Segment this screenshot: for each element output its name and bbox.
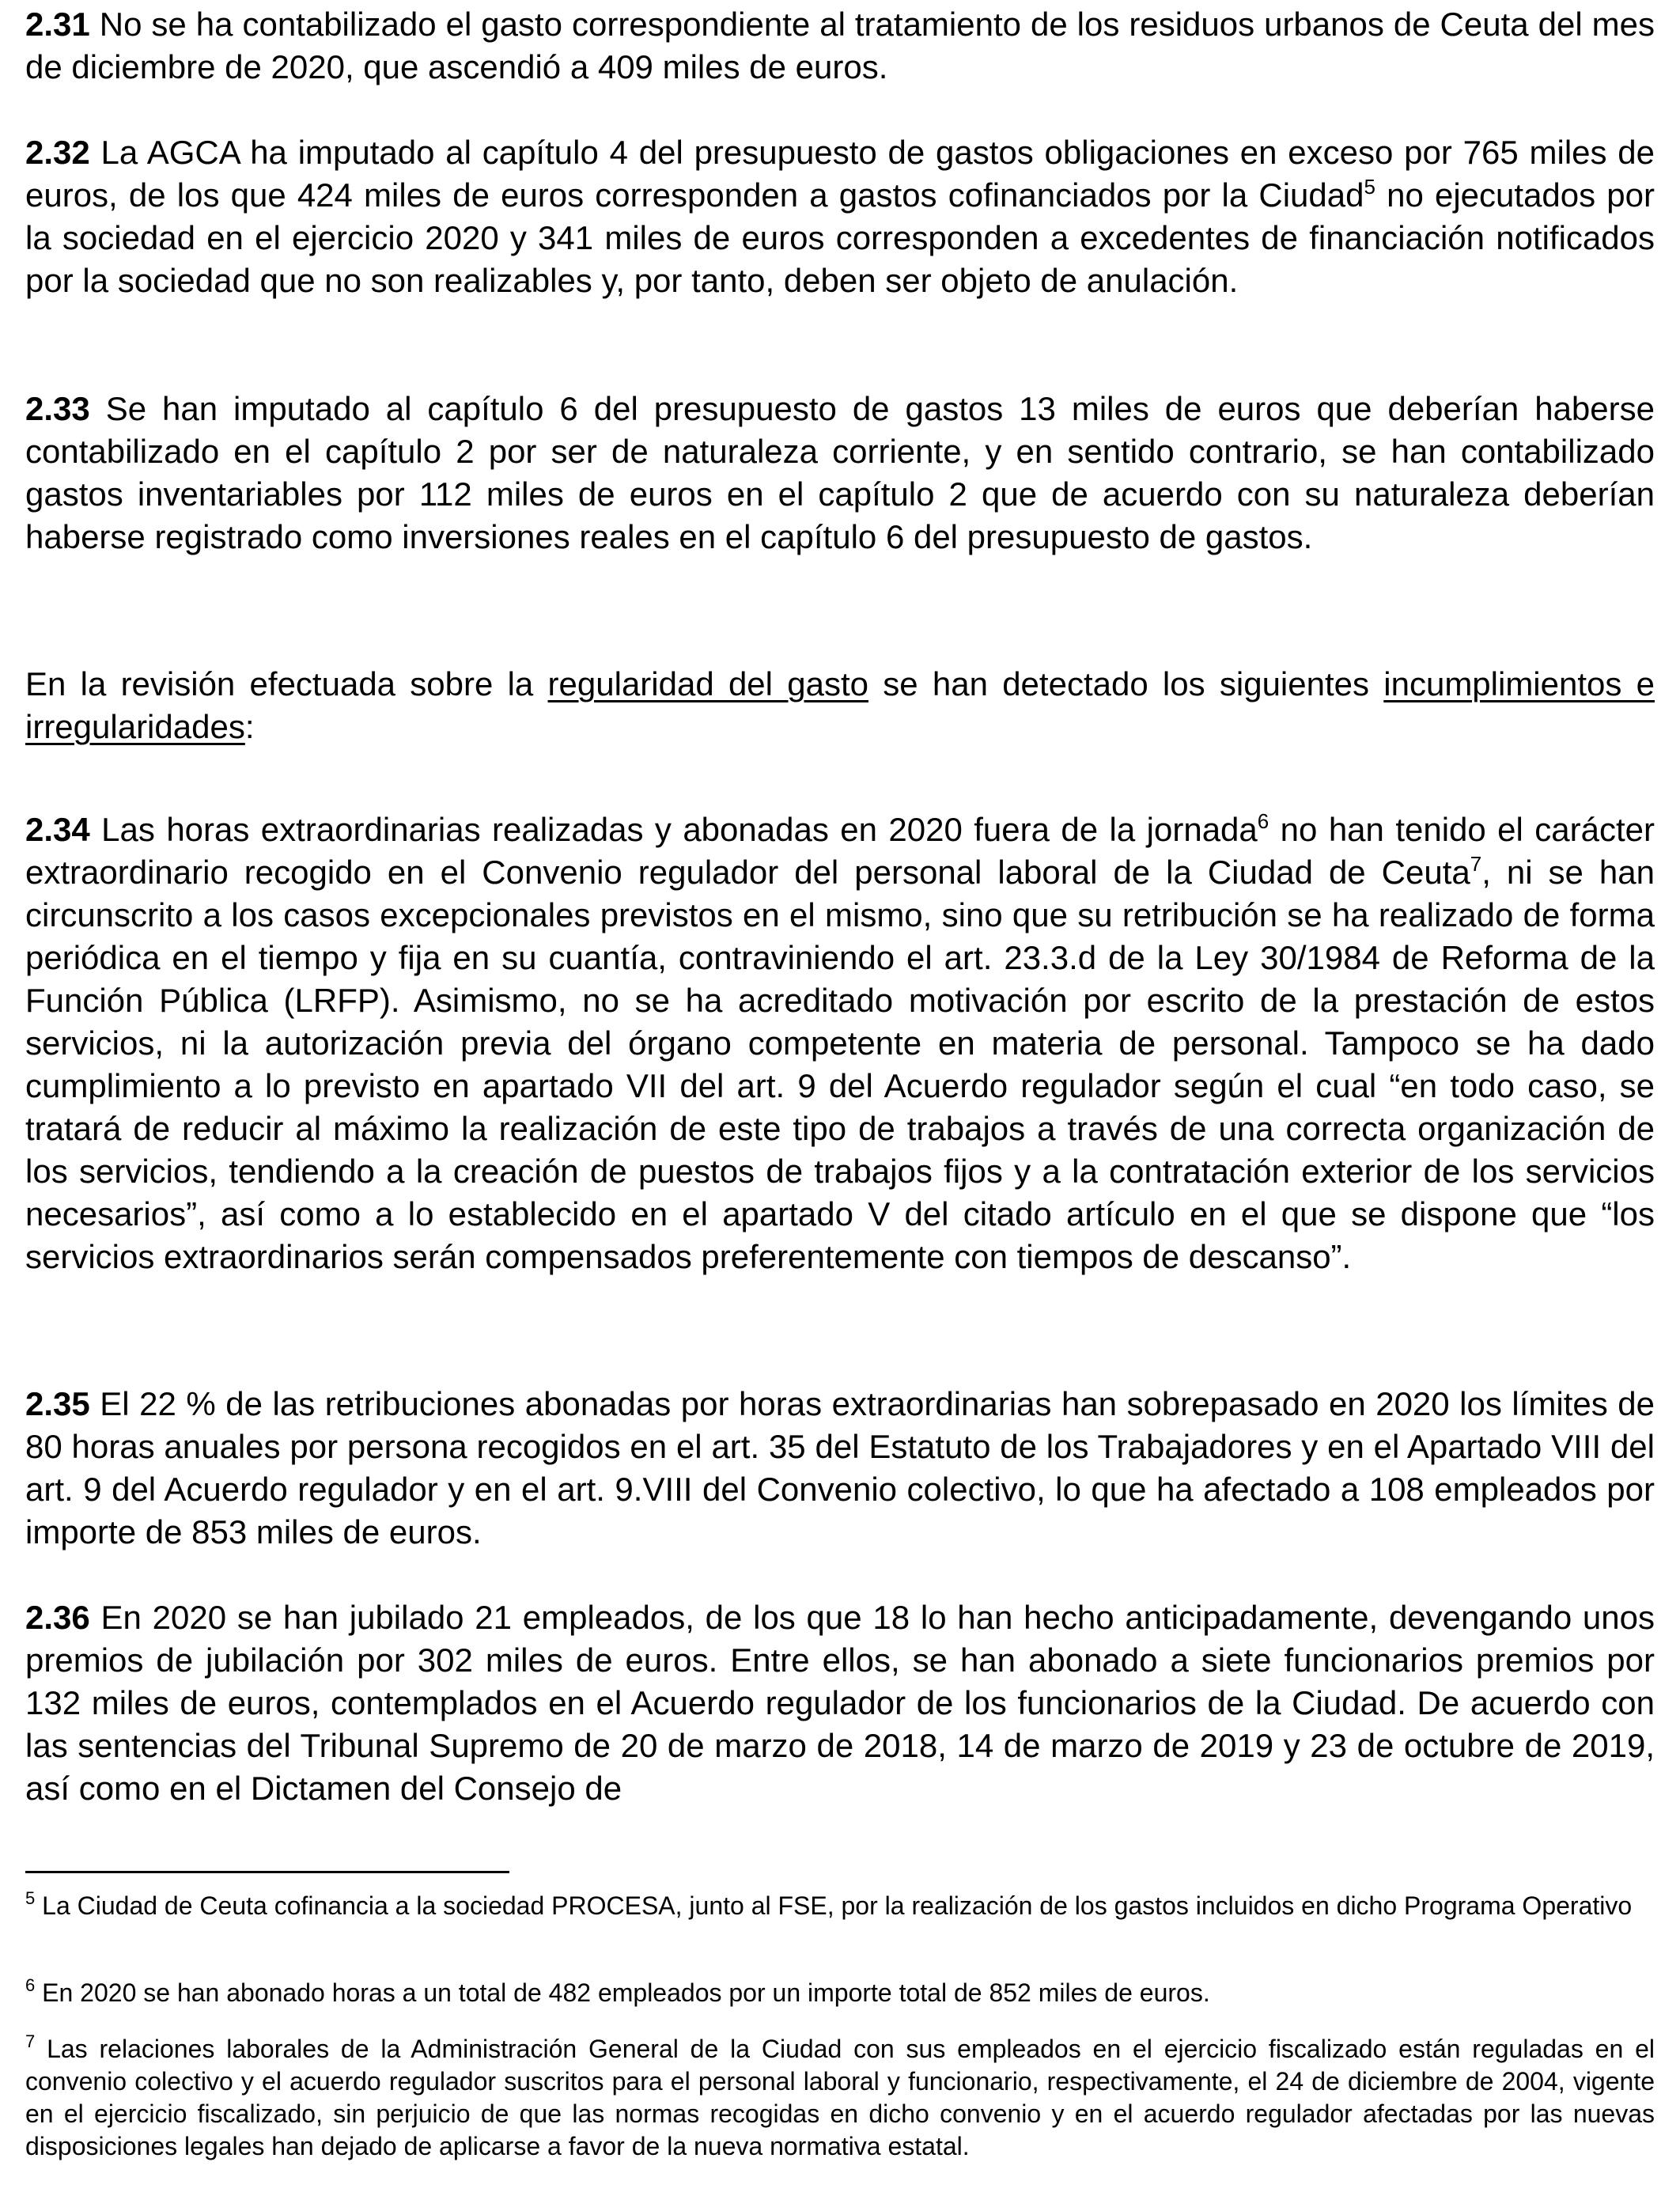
- paragraph-2-32: [25, 131, 1655, 302]
- paragraph-text: se han detectado los siguientes: [868, 665, 1384, 702]
- paragraph-text: :: [244, 708, 255, 745]
- document-page: [25, 0, 1655, 2196]
- paragraph-text: Las horas extraordinarias realizadas y abonadas en 2020 fuera de la jornada: [89, 811, 1258, 848]
- paragraph-number: 2.33: [25, 390, 90, 427]
- paragraph-text: La AGCA ha imputado al capítulo 4 del presupuesto de gastos obligaciones en exceso por 765 miles de euros, de los que 424 miles de euros corresponden a gastos cofinanciados por la Ciudad: [25, 134, 1655, 214]
- footnote-separator: [25, 1871, 509, 1873]
- footnote-7: [25, 2033, 1655, 2163]
- paragraph-text: no han tenido el carácter extraordinario recogido en el Convenio regulador del personal laboral de la Ciudad de Ceuta: [25, 811, 1655, 891]
- footnote-ref-6[interactable]: 6: [1257, 809, 1269, 833]
- paragraph-number: 2.36: [25, 1599, 90, 1636]
- paragraph-text: En la revisión efectuada sobre la: [25, 665, 548, 702]
- footnote-text: En 2020 se han abonado horas a un total de 482 empleados por un importe total de 852 miles de euros.: [35, 1978, 1210, 2007]
- paragraph-number: 2.31: [25, 6, 90, 43]
- footnote-5: [25, 1890, 1655, 1922]
- paragraph-text: Se han imputado al capítulo 6 del presupuesto de gastos 13 miles de euros que deberían haberse contabilizado en el capítulo 2 por ser de naturaleza corriente, y en sentido contrario, se han contabilizado gastos inventariables por 112 miles de euros en el capítulo 2 que de acuerdo con su naturaleza deberían haberse registrado como inversiones reales en el capítulo 6 del presupuesto de gastos.: [25, 390, 1655, 555]
- paragraph-text: En 2020 se han jubilado 21 empleados, de los que 18 lo han hecho anticipadamente, devengando unos premios de jubilación por 302 miles de euros. Entre ellos, se han abonado a siete funcionarios premios por 132 miles de euros, contemplados en el Acuerdo regulador de los funcionarios de la Ciudad. De acuerdo con las sentencias del Tribunal Supremo de 20 de marzo de 2018, 14 de marzo de 2019 y 23 de octubre de 2019, así como en el Dictamen del Consejo de: [25, 1599, 1655, 1807]
- footnote-text: Las relaciones laborales de la Administración General de la Ciudad con sus empleados en el ejercicio fiscalizado están reguladas en el convenio colectivo y el acuerdo regulador suscritos para el personal laboral y funcionario, respectivamente, el 24 de diciembre de 2004, vigente en el ejercicio fiscalizado, sin perjuicio de que las normas recogidas en dicho convenio y en el acuerdo regulador afectadas por las nuevas disposiciones legales han dejado de aplicarse a favor de la nueva normativa estatal.: [25, 2035, 1655, 2160]
- footnote-ref-7[interactable]: 7: [1470, 852, 1482, 876]
- underlined-term: incumplimientos e irregularidades: [25, 665, 1655, 745]
- footnote-marker: 7: [25, 2031, 36, 2051]
- underlined-term: regularidad del gasto: [547, 665, 868, 702]
- paragraph-2-35: [25, 1383, 1655, 1554]
- paragraph-number: 2.32: [25, 134, 90, 171]
- footnote-6: [25, 1977, 1655, 2009]
- paragraph-2-31: [25, 3, 1655, 89]
- paragraph-text: , ni se han circunscrito a los casos excepcionales previstos en el mismo, sino que su retribución se ha realizado de forma periódica en el tiempo y fija en su cuantía, contraviniendo el art. 23.3.d de la Ley 30/1984 de Reforma de la Función Pública (LRFP). Asimismo, no se ha acreditado motivación por escrito de la prestación de estos servicios, ni la autorización previa del órgano competente en materia de personal. Tampoco se ha dado cumplimiento a lo previsto en apartado VII del art. 9 del Acuerdo regulador según el cual “en todo caso, se tratará de reducir al máximo la realización de este tipo de trabajos a través de una correcta organización de los servicios, tendiendo a la creación de puestos de trabajos fijos y a la contratación exterior de los servicios necesarios”, así como a lo establecido en el apartado V del citado artículo en el que se dispone que “los servicios extraordinarios serán compensados preferentemente con tiempos de descanso”.: [25, 854, 1655, 1275]
- paragraph-number: 2.34: [25, 811, 90, 848]
- footnote-marker: 5: [25, 1888, 36, 1908]
- paragraph-2-34: [25, 808, 1655, 1278]
- paragraph-2-33: [25, 388, 1655, 558]
- intro-paragraph: [25, 663, 1655, 748]
- footnote-ref-5[interactable]: 5: [1364, 175, 1375, 199]
- paragraph-text: El 22 % de las retribuciones abonadas por horas extraordinarias han sobrepasado en 2020 los límites de 80 horas anuales por persona recogidos en el art. 35 del Estatuto de los Trabajadores y en el Apartado VIII del art. 9 del Acuerdo regulador y en el art. 9.VIII del Convenio colectivo, lo que ha afectado a 108 empleados por importe de 853 miles de euros.: [25, 1385, 1655, 1550]
- paragraph-2-36: [25, 1596, 1655, 1810]
- paragraph-number: 2.35: [25, 1385, 90, 1422]
- footnote-text: La Ciudad de Ceuta cofinancia a la sociedad PROCESA, junto al FSE, por la realización de los gastos incluidos en dicho Programa Operativo: [35, 1891, 1633, 1920]
- paragraph-text: No se ha contabilizado el gasto correspondiente al tratamiento de los residuos urbanos de Ceuta del mes de diciembre de 2020, que ascendió a 409 miles de euros.: [25, 6, 1655, 85]
- footnote-marker: 6: [25, 1975, 36, 1995]
- paragraph-text: no ejecutados por la sociedad en el ejercicio 2020 y 341 miles de euros corresponden a excedentes de financiación notificados por la sociedad que no son realizables y, por tanto, deben ser objeto de anulación.: [25, 176, 1655, 299]
